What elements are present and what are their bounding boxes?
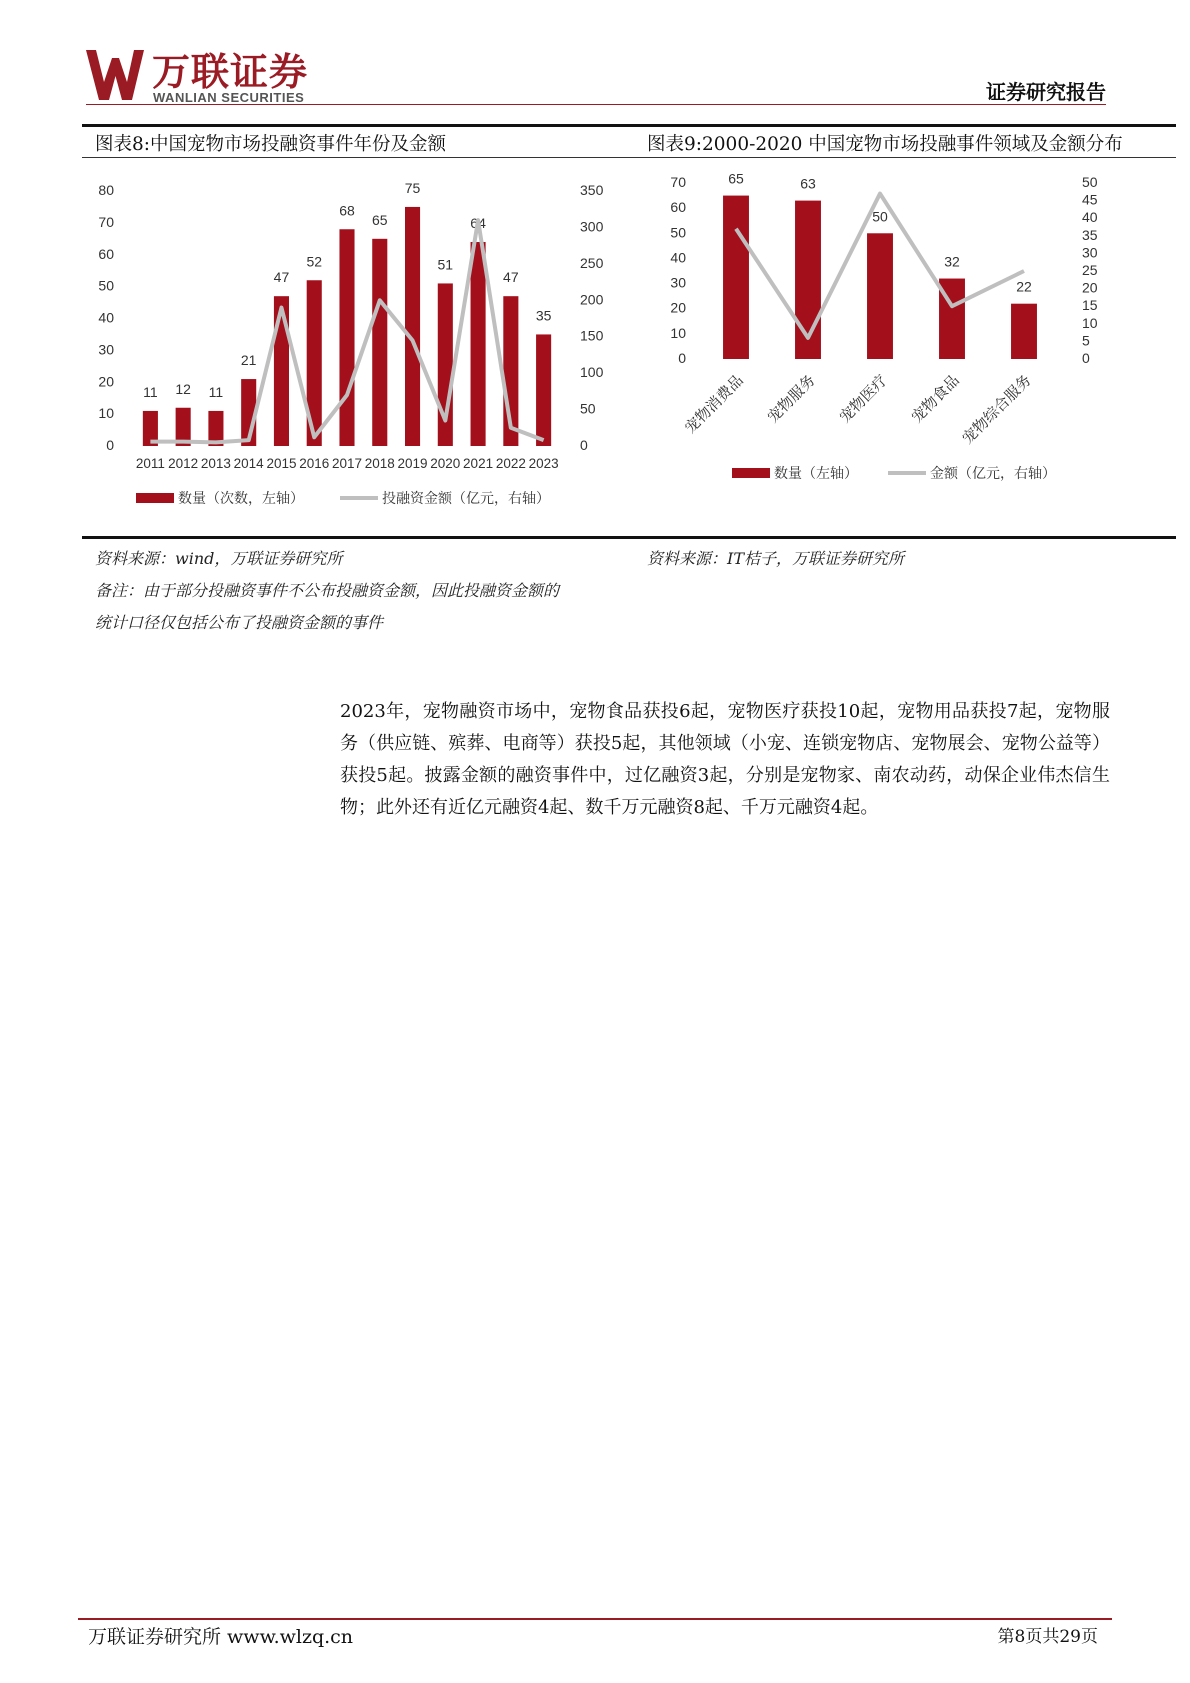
x-category-label: 2015 <box>266 456 297 471</box>
figure9-chart <box>640 168 1140 508</box>
figure8-note-line1: 备注：由于部分投融资事件不公布投融资金额，因此投融资金额的 <box>95 581 560 600</box>
legend-line-label: 金额（亿元，右轴） <box>930 465 1056 481</box>
figure9-title: 图表9:2000-2020 中国宠物市场投融事件领域及金额分布 <box>647 134 1123 155</box>
report-type-label: 证券研究报告 <box>986 80 1106 104</box>
x-category-label: 2021 <box>463 456 494 471</box>
figure9-source: 资料来源：IT桔子，万联证券研究所 <box>647 549 904 568</box>
y-left-tick-label: 10 <box>98 405 114 422</box>
bar-data-label: 50 <box>872 208 888 225</box>
legend-bar-swatch <box>136 493 174 503</box>
bar-data-label: 47 <box>503 269 519 286</box>
figure-title-underline <box>82 157 1176 158</box>
x-category-label: 宠物食品 <box>908 371 963 427</box>
legend-bar-label: 数量（次数，左轴） <box>178 490 304 506</box>
y-right-tick-label: 25 <box>1082 262 1098 278</box>
x-category-label: 宠物综合服务 <box>959 371 1035 448</box>
y-right-tick-label: 20 <box>1082 279 1098 296</box>
bar <box>536 334 551 446</box>
bar-data-label: 12 <box>175 380 191 397</box>
bar-data-label: 32 <box>944 253 960 270</box>
bar-data-label: 22 <box>1016 278 1032 295</box>
y-right-tick-label: 35 <box>1082 226 1098 243</box>
x-category-label: 2013 <box>200 456 231 471</box>
footer-website: 万联证券研究所 www.wlzq.cn <box>88 1626 354 1648</box>
bar-data-label: 65 <box>728 170 744 187</box>
logo-chinese-name: 万联证券 <box>152 50 309 94</box>
bar-data-label: 65 <box>371 211 388 228</box>
y-right-tick-label: 0 <box>580 437 588 453</box>
x-category-label: 2022 <box>495 456 526 471</box>
y-left-tick-label: 60 <box>670 199 686 216</box>
x-category-label: 2014 <box>233 456 264 471</box>
bar <box>1011 304 1037 359</box>
bar <box>274 296 289 446</box>
y-right-tick-label: 250 <box>580 254 604 271</box>
y-left-tick-label: 60 <box>98 245 114 262</box>
footer-page-number: 第8页共29页 <box>997 1627 1098 1647</box>
y-right-tick-label: 0 <box>1082 350 1090 366</box>
bar <box>723 196 749 359</box>
figure8-title: 图表8:中国宠物市场投融资事件年份及金额 <box>95 134 447 155</box>
bar <box>339 229 354 446</box>
bar-data-label: 35 <box>535 307 552 324</box>
y-right-tick-label: 5 <box>1082 332 1090 349</box>
bar-data-label: 63 <box>800 175 816 192</box>
y-left-tick-label: 10 <box>670 324 686 341</box>
figure8-note-line2: 统计口径仅包括公布了投融资金额的事件 <box>95 613 384 632</box>
x-category-label: 2023 <box>528 456 559 471</box>
y-left-tick-label: 30 <box>670 274 686 291</box>
bar <box>372 239 387 446</box>
body-paragraph: 2023年，宠物融资市场中，宠物食品获投6起，宠物医疗获投10起，宠物用品获投7起，宠物服务（供应链、殡葬、电商等）获投5起，其他领域（小宠、连锁宠物店、宠物展会、宠物公益等）获投5起。披露金额的融资事件中，过亿融资3起，分别是宠物家、南农动药，动保企业伟杰信生物；此外还有近亿元融资4起、数千万元融资8起、千万元融资4起。 <box>340 701 1110 818</box>
y-right-tick-label: 45 <box>1082 191 1098 208</box>
bar-data-label: 75 <box>404 179 421 196</box>
bar-data-label: 64 <box>470 215 486 231</box>
bar-data-label: 68 <box>339 202 355 219</box>
y-left-tick-label: 40 <box>670 249 686 266</box>
x-category-label: 2019 <box>397 456 428 471</box>
x-category-label: 2011 <box>135 456 165 471</box>
bar-data-label: 47 <box>273 269 290 286</box>
bar-data-label: 11 <box>208 383 224 400</box>
x-category-label: 2017 <box>331 456 363 471</box>
y-right-tick-label: 200 <box>580 291 604 308</box>
x-category-label: 宠物医疗 <box>836 371 891 427</box>
y-right-tick-label: 150 <box>580 327 604 344</box>
logo-w-mark-icon <box>86 50 144 100</box>
bar-data-label: 11 <box>143 383 158 400</box>
x-category-label: 2020 <box>430 456 461 471</box>
y-right-tick-label: 15 <box>1082 297 1098 314</box>
y-left-tick-label: 20 <box>670 299 686 316</box>
x-category-label: 2016 <box>299 456 330 471</box>
figure8-chart <box>90 168 610 523</box>
logo-english-name: WANLIAN SECURITIES <box>153 90 305 105</box>
figure-table-bottom-rule <box>82 536 1176 539</box>
y-right-tick-label: 40 <box>1082 209 1098 226</box>
body-text <box>340 696 1110 824</box>
y-left-tick-label: 40 <box>98 309 114 326</box>
y-right-tick-label: 10 <box>1082 314 1098 331</box>
y-left-tick-label: 30 <box>98 341 114 358</box>
bar <box>471 242 486 446</box>
y-right-tick-label: 50 <box>1082 174 1098 190</box>
y-right-tick-label: 350 <box>580 182 604 198</box>
bar-data-label: 51 <box>437 256 454 273</box>
y-left-tick-label: 50 <box>670 224 686 241</box>
x-category-label: 2012 <box>168 456 199 471</box>
y-left-tick-label: 20 <box>98 373 114 390</box>
bar <box>867 233 893 359</box>
footer-divider <box>78 1618 1112 1620</box>
bar-data-label: 52 <box>306 253 323 270</box>
bar-data-label: 21 <box>240 352 257 369</box>
y-left-tick-label: 0 <box>106 437 114 453</box>
legend-bar-label: 数量（左轴） <box>774 465 858 481</box>
y-right-tick-label: 30 <box>1082 244 1098 261</box>
y-right-tick-label: 100 <box>580 364 604 381</box>
figure8-source: 资料来源：wind，万联证券研究所 <box>95 549 343 568</box>
figure-table-top-rule <box>82 124 1176 127</box>
header-divider <box>86 104 1106 105</box>
y-left-tick-label: 0 <box>678 350 686 366</box>
x-category-label: 宠物服务 <box>764 371 819 427</box>
legend-line-label: 投融资金额（亿元，右轴） <box>382 490 550 506</box>
y-right-tick-label: 50 <box>580 400 596 417</box>
y-left-tick-label: 70 <box>98 213 114 230</box>
legend-bar-swatch <box>732 468 770 478</box>
y-left-tick-label: 50 <box>98 277 114 294</box>
x-category-label: 2018 <box>364 456 395 471</box>
bar <box>405 207 420 446</box>
x-category-label: 宠物消费品 <box>681 371 747 437</box>
y-left-tick-label: 80 <box>98 182 114 198</box>
y-right-tick-label: 300 <box>580 218 604 235</box>
y-left-tick-label: 70 <box>670 174 686 190</box>
